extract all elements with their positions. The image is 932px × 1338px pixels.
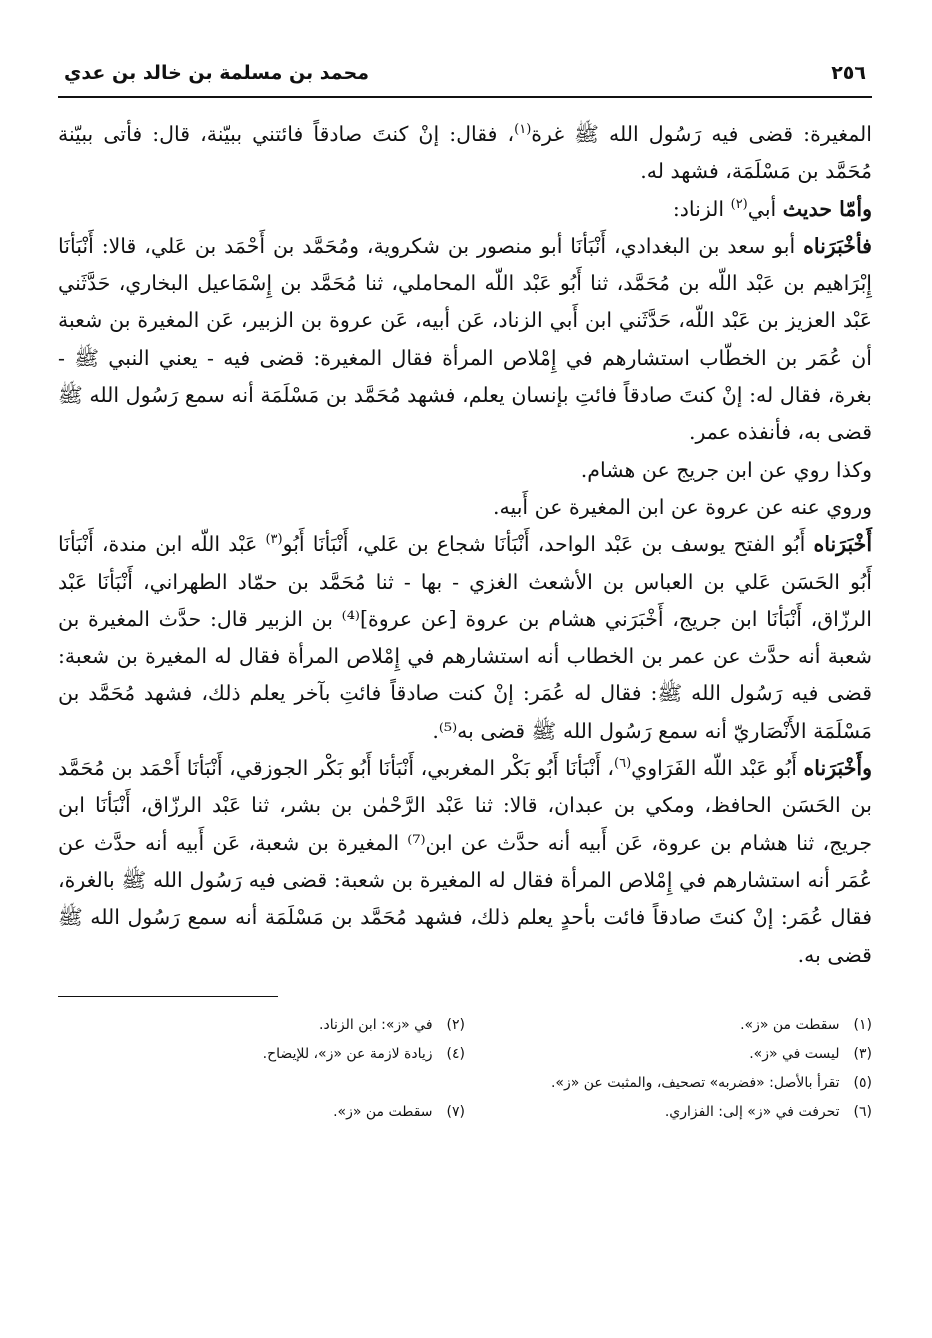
page-number: ٢٥٦ [831, 62, 866, 84]
footnote-ref: (٣) [265, 532, 283, 548]
footnote-item: (٣) ليست في «ز». [749, 1045, 872, 1062]
paragraph: فأخْبَرَناه أبو سعد بن البغدادي، أَنْبَأنَا أبو منصور بن شكروية، ومُحَمَّد بن أَحْمَد بن عَلي، قالا: أَنْبَأنَا إِبْرَاهيم بن عَبْد اللّه بن مُحَمَّد، ثنا أَبُو عَبْد اللّه المحاملي، ثنا مُحَمَّد بن إِسْمَاعيل البخاري، حَدَّثَني عَبْد العزيز بن عَبْد اللّه، حَدَّثَني ابن أَبي الزناد، عَن أبيه، عَن عروة بن الزبير، عَن المغيرة بن شعبة أن عُمَر بن الخطّاب استشارهم في إِمْلاص المرأة فقال المغيرة: قضى فيه - يعني النبي ﷺ - بغرة، فقال له: إنْ كنتَ صادقاً فائتِ بإنسان يعلم، فشهد مُحَمَّد بن مَسْلَمَة أنه سمع رَسُول الله ﷺ قضى به، فأنفذه عمر. [58, 233, 872, 445]
page [58, 62, 872, 1127]
paragraph: وكذا روي عن ابن جريج عن هشام. [580, 457, 872, 482]
header-rule [58, 96, 872, 98]
page-header [58, 62, 872, 96]
footnote-item: (٧) سقطت من «ز». [333, 1103, 465, 1120]
footnote-item: (٢) في «ز»: ابن الزناد. [319, 1016, 465, 1033]
paragraph: وروي عنه عن عروة عن ابن المغيرة عن أَبيه. [493, 494, 872, 519]
footnote-ref: (٢) [730, 196, 748, 212]
running-title: محمد بن مسلمة بن خالد بن عدي [64, 62, 369, 84]
footnote-ref: (١) [514, 122, 532, 138]
paragraph: أَخْبَرَناه أَبُو الفتح يوسف بن عَبْد الواحد، أَنْبَأنَا شجاع بن عَلي، أَنْبَأنَا أَبُو$^{(٣)}$ عَبْد اللّه ابن مندة، أَنْبَأنَا أَبُو الحَسَن عَلي بن العباس بن الأشعث الغزي - بها - ثنا مُحَمَّد بن حمّاد الطهراني، أَنْبَأنَا عَبْد الرزّاق، أَنْبَأنَا ابن جريج، أَخْبَرَني هشام بن عروة [عن عروة]⁽⁴⁾ بن الزبير قال: حدَّث المغيرة بن شعبة أنه حدَّث عن عمر بن الخطاب أنه استشارهم في إِمْلاص المرأة فقال له المغيرة بن شعبة: قضى فيه رَسُول الله ﷺ: فقال له عُمَر: إنْ كنت صادقاً فائتِ بآخر يعلم ذلك، فشهد مُحَمَّد بن مَسْلَمَة الأَنْصَاريّ أنه سمع رَسُول الله ﷺ قضى به⁽⁵⁾. [58, 532, 873, 743]
paragraph: وأَخْبَرَناه أَبُو عَبْد اللّه الفَرَاوي$^{(٦)}$، أَنْبَأنَا أَبُو بَكْر المغربي، أَنْبَأنَا أَبُو بَكْر الجوزقي، أَنْبَأنَا أَحْمَد بن مُحَمَّد بن الحَسَن الحافظ، ومكي بن عبدان، قالا: ثنا عَبْد الرَّحْمٰن بن بشر، ثنا عَبْد الرزّاق، أَنْبَأنَا ابن جريج، ثنا هشام بن عروة، عَن أَبيه أنه حدَّث عن ابن⁽⁷⁾ المغيرة بن شعبة، عَن أَبيه أنه حدَّث عن عُمَر أنه استشارهم في إِمْلاص المرأة فقال له المغيرة بن شعبة: قضى فيه رَسُول الله ﷺ بالغرة، فقال عُمَر: إنْ كنتَ صادقاً فائت بأحدٍ يعلم ذلك، فشهد مُحَمَّد بن مَسْلَمَة أنه سمع رَسُول الله ﷺ قضى به. [58, 756, 873, 967]
footnote-item: (٥) تقرأ بالأصل: «فضربه» تصحيف، والمثبت عن «ز». [550, 1074, 872, 1091]
footnote-item: (٦) تحرفت في «ز» إلى: الفزاري. [664, 1103, 872, 1120]
footnotes [58, 1011, 872, 1127]
footnote-item: (١) سقطت من «ز». [740, 1016, 872, 1033]
paragraph: المغيرة: قضى فيه رَسُول الله ﷺ غرة$^{(١)}$، فقال: إنْ كنتَ صادقاً فائتني ببيّنة، قال: فأتى ببيّنة مُحَمَّد بن مَسْلَمَة، فشهد له. [58, 122, 873, 184]
main-text [58, 116, 872, 974]
footnote-item: (٤) زيادة لازمة عن «ز»، للإيضاح. [262, 1045, 465, 1062]
footnote-rule [58, 996, 278, 997]
paragraph: وأمّا حديث أبي$^{(٢)}$ الزناد: [672, 196, 872, 221]
footnote-ref: (٦) [614, 756, 632, 772]
